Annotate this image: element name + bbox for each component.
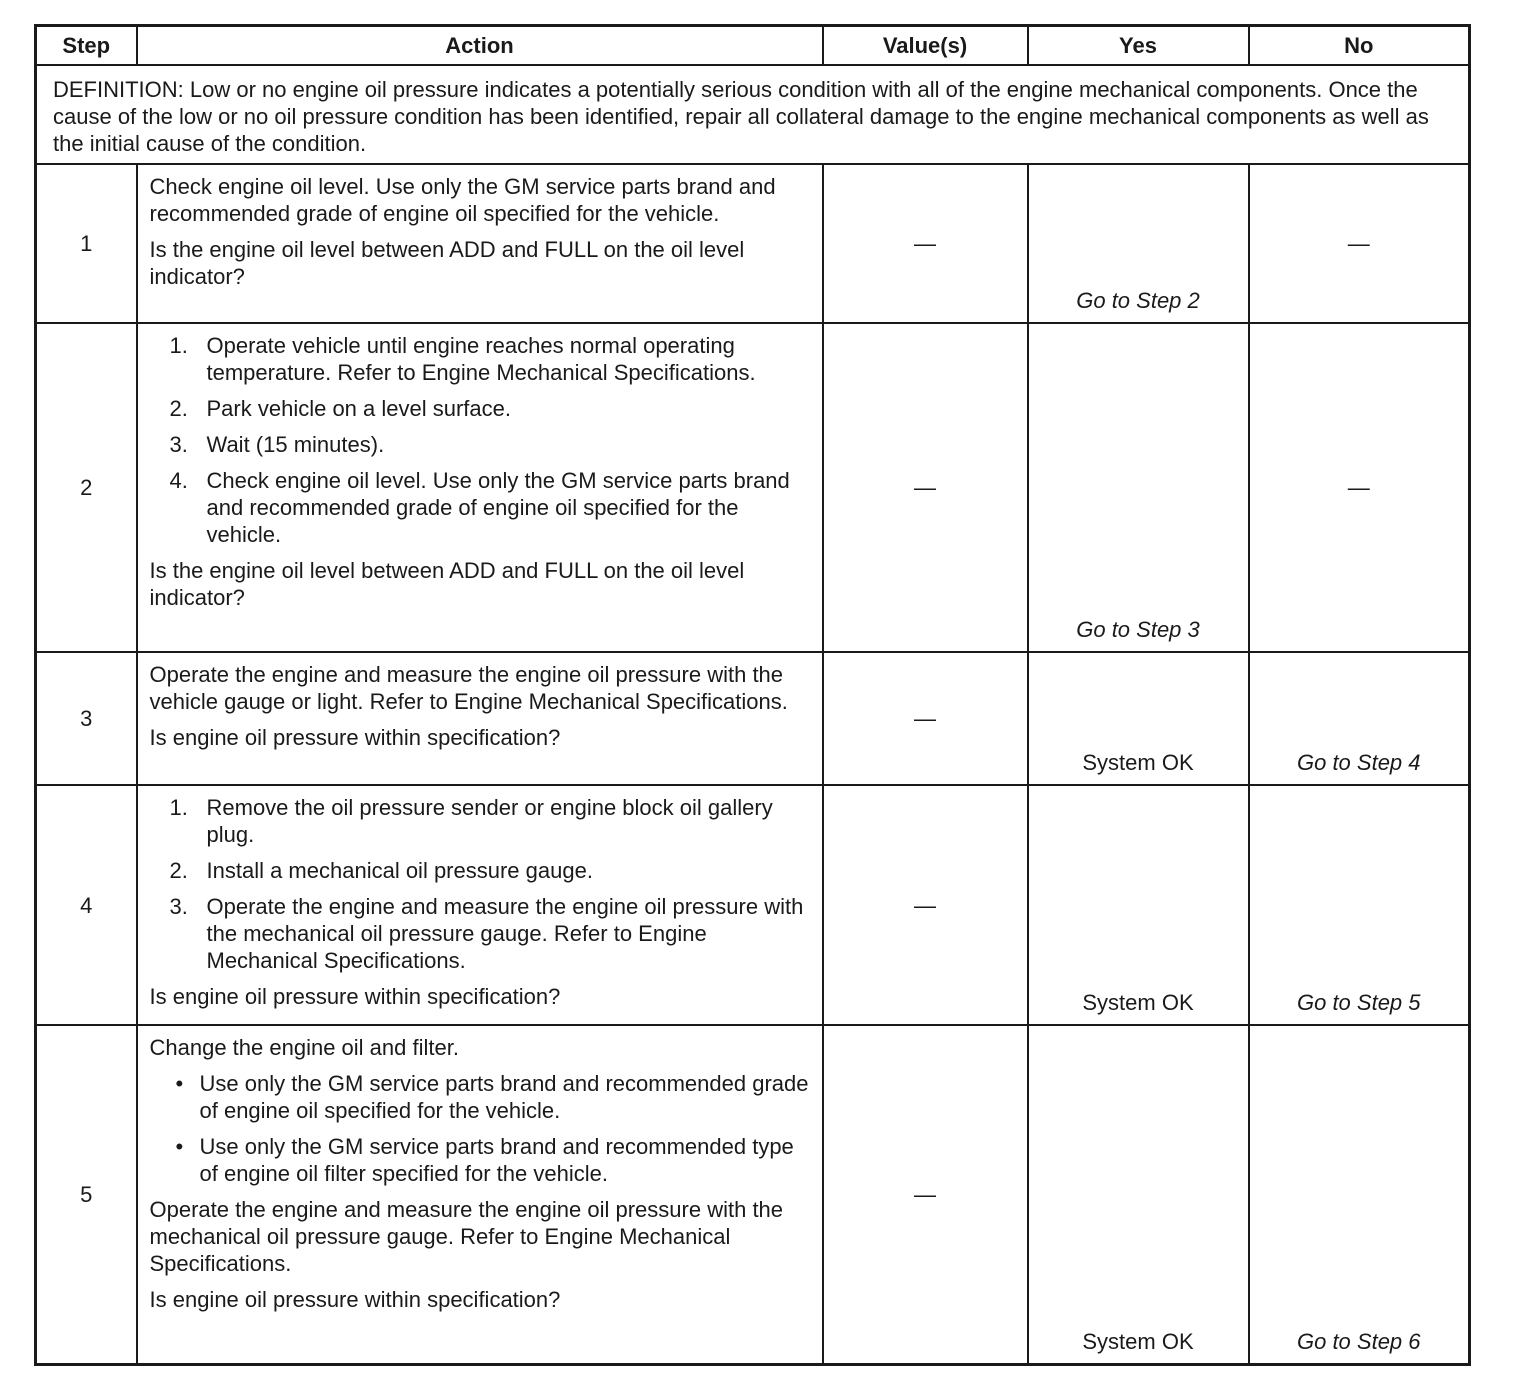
list-item-text: Use only the GM service parts brand and recommended grade of engine oil specified for the vehicle. <box>199 1071 809 1123</box>
value-cell: — <box>823 652 1028 785</box>
value-cell: — <box>823 785 1028 1025</box>
table-row <box>36 164 1470 323</box>
procedure-list <box>150 794 812 974</box>
yes-result: System OK <box>1028 1025 1249 1364</box>
list-number: 1. <box>169 795 188 820</box>
bullet-list <box>150 1070 812 1187</box>
value-cell: — <box>823 1025 1028 1364</box>
list-item-text: Operate the engine and measure the engine oil pressure with the mechanical oil pressure gauge. Refer to Engine Mechanical Specifications. <box>206 894 804 973</box>
action-cell <box>137 323 823 652</box>
action-instruction: Operate the engine and measure the engine oil pressure with the vehicle gauge or light. Refer to Engine Mechanical Specifications. <box>149 662 788 714</box>
action-question: Is engine oil pressure within specification? <box>149 984 561 1009</box>
action-question: Is engine oil pressure within specification? <box>149 725 561 750</box>
no-result: Go to Step 6 <box>1249 1025 1470 1364</box>
header-step: Step <box>36 26 137 66</box>
value-cell: — <box>823 164 1028 323</box>
no-result: — <box>1249 164 1470 323</box>
list-number: 2. <box>169 858 188 883</box>
action-question: Is the engine oil level between ADD and FULL on the oil level indicator? <box>149 237 745 289</box>
list-number: 4. <box>169 468 188 493</box>
bullet-marker: • <box>175 1071 184 1096</box>
header-values: Value(s) <box>823 26 1028 66</box>
action-instruction: Change the engine oil and filter. <box>149 1035 459 1060</box>
list-item <box>150 467 812 548</box>
list-item-text: Park vehicle on a level surface. <box>206 396 511 421</box>
no-result: Go to Step 4 <box>1249 652 1470 785</box>
definition-text: DEFINITION: Low or no engine oil pressure indicates a potentially serious condition with all of the engine mechanical components. Once the cause of the low or no oil pressure condition has been identified, repair all collateral damage to the engine mechanical components as well as the initial cause of the condition. <box>36 65 1470 164</box>
list-item-text: Remove the oil pressure sender or engine block oil gallery plug. <box>206 795 773 847</box>
list-item-text: Check engine oil level. Use only the GM service parts brand and recommended grade of engine oil specified for the vehicle. <box>206 468 790 547</box>
step-number: 4 <box>36 785 137 1025</box>
value-cell: — <box>823 323 1028 652</box>
list-item <box>150 794 812 848</box>
list-item <box>150 857 812 884</box>
bullet-marker: • <box>175 1134 184 1159</box>
header-action: Action <box>137 26 823 66</box>
list-number: 2. <box>169 396 188 421</box>
action-cell <box>137 1025 823 1364</box>
list-item <box>150 1070 812 1124</box>
definition-row <box>36 65 1470 164</box>
no-result: Go to Step 5 <box>1249 785 1470 1025</box>
list-item <box>150 332 812 386</box>
header-no: No <box>1249 26 1470 66</box>
action-instruction: Check engine oil level. Use only the GM service parts brand and recommended grade of engine oil specified for the vehicle. <box>149 174 776 226</box>
action-cell <box>137 785 823 1025</box>
action-cell <box>137 164 823 323</box>
step-number: 2 <box>36 323 137 652</box>
list-item <box>150 431 812 458</box>
table-row <box>36 652 1470 785</box>
table-row <box>36 1025 1470 1364</box>
step-number: 1 <box>36 164 137 323</box>
list-item-text: Install a mechanical oil pressure gauge. <box>206 858 593 883</box>
yes-result: Go to Step 2 <box>1028 164 1249 323</box>
no-result: — <box>1249 323 1470 652</box>
list-item <box>150 893 812 974</box>
action-question: Is the engine oil level between ADD and FULL on the oil level indicator? <box>149 558 745 610</box>
table-row <box>36 785 1470 1025</box>
list-item-text: Wait (15 minutes). <box>206 432 385 457</box>
table-row <box>36 323 1470 652</box>
yes-result: System OK <box>1028 785 1249 1025</box>
action-question: Is engine oil pressure within specification? <box>149 1287 561 1312</box>
procedure-list <box>150 332 812 548</box>
list-item <box>150 395 812 422</box>
action-instruction: Operate the engine and measure the engine oil pressure with the mechanical oil pressure gauge. Refer to Engine Mechanical Specifications. <box>149 1197 784 1276</box>
header-yes: Yes <box>1028 26 1249 66</box>
list-item-text: Operate vehicle until engine reaches normal operating temperature. Refer to Engine Mechanical Specifications. <box>206 333 756 385</box>
list-item-text: Use only the GM service parts brand and recommended type of engine oil filter specified for the vehicle. <box>199 1134 794 1186</box>
yes-result: Go to Step 3 <box>1028 323 1249 652</box>
step-number: 3 <box>36 652 137 785</box>
header-row <box>36 26 1470 66</box>
step-number: 5 <box>36 1025 137 1364</box>
yes-result: System OK <box>1028 652 1249 785</box>
list-number: 3. <box>169 894 188 919</box>
list-item <box>150 1133 812 1187</box>
list-number: 1. <box>169 333 188 358</box>
diagnostic-table <box>34 24 1471 1366</box>
action-cell <box>137 652 823 785</box>
list-number: 3. <box>169 432 188 457</box>
